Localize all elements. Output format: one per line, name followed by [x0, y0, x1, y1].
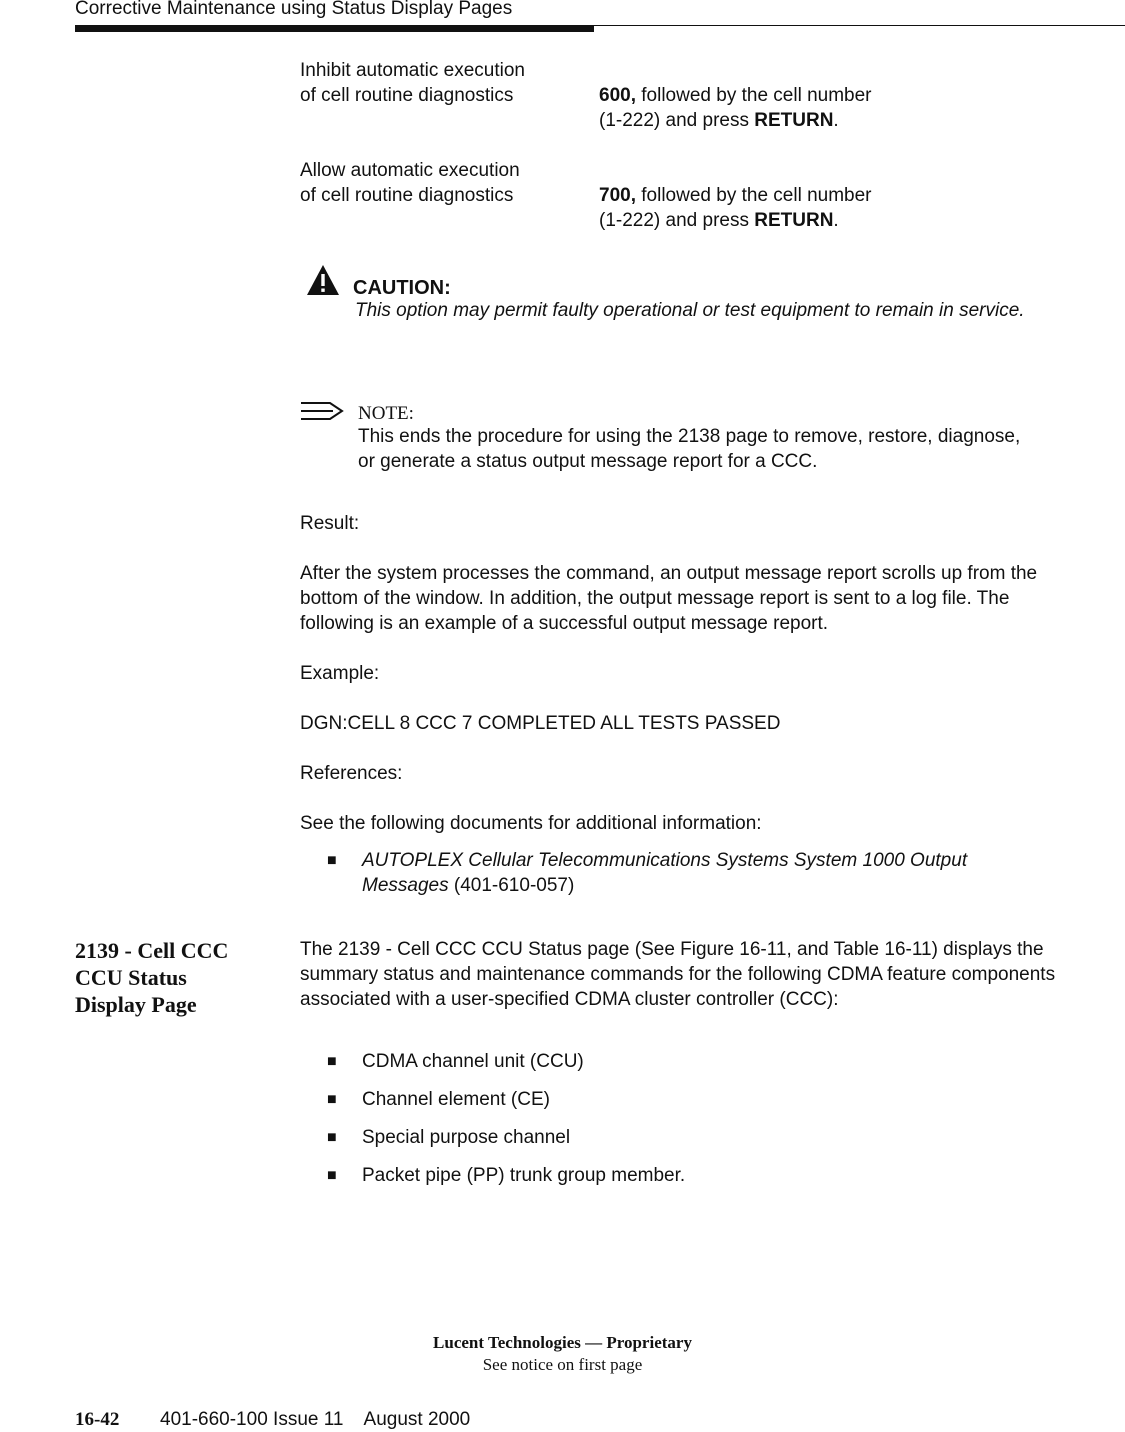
note-title: NOTE:: [358, 403, 414, 424]
command-600-instruction-line2: [599, 108, 1059, 133]
bullet-icon: ■: [327, 1167, 337, 1184]
command-600-line2: of cell routine diagnostics: [300, 85, 514, 106]
command-600-description: [300, 58, 590, 108]
references-intro: See the following documents for additional information:: [300, 813, 762, 834]
example-text: DGN:CELL 8 CCC 7 COMPLETED ALL TESTS PASSED: [300, 713, 781, 734]
section-heading: 2139 - Cell CCC CCU Status Display Page: [75, 938, 229, 1017]
command-700-text1: followed by the cell number: [635, 185, 872, 206]
command-600-instruction-line1: [599, 83, 1059, 108]
caution-text: This option may permit faulty operational or test equipment to remain in service.: [355, 300, 1025, 321]
command-600-key: RETURN: [754, 110, 834, 131]
document-info: 401-660-100 Issue 11 August 2000: [160, 1409, 471, 1430]
command-700-instruction-line2: [599, 208, 1059, 233]
command-600-code: 600,: [599, 85, 636, 106]
command-700-description: [300, 158, 590, 208]
example-label: Example:: [300, 663, 380, 684]
bullet-icon: ■: [327, 1129, 337, 1146]
caution-title: CAUTION:: [353, 277, 451, 299]
warning-triangle-icon: [306, 264, 340, 296]
running-header: Corrective Maintenance using Status Display Pages: [75, 0, 513, 19]
command-700-end: .: [833, 210, 839, 231]
bullet-icon: ■: [327, 1053, 337, 1070]
note-text: This ends the procedure for using the 2138 page to remove, restore, diagnose, or generate a status output message report for a CCC.: [358, 426, 1021, 472]
bullet-icon: ■: [327, 852, 337, 869]
result-text: After the system processes the command, an output message report scrolls up from the bottom of the window. In addition, the output message report is sent to a log file. The following is an example of a successful output message report.: [300, 563, 1038, 634]
reference-item-text: [362, 848, 1057, 898]
command-700-key: RETURN: [754, 210, 834, 231]
list-item-text: Packet pipe (PP) trunk group member.: [362, 1165, 686, 1186]
command-700-instruction: [599, 183, 1059, 233]
command-700-line2: of cell routine diagnostics: [300, 185, 514, 206]
command-600-instruction: [599, 83, 1059, 133]
header-rule-bar: [75, 25, 594, 32]
list-item-text: Special purpose channel: [362, 1127, 571, 1148]
result-label: Result:: [300, 513, 360, 534]
command-600-line1: Inhibit automatic execution: [300, 60, 525, 81]
note-arrow-icon: [300, 401, 344, 421]
bullet-icon: ■: [327, 1091, 337, 1108]
list-item-text: Channel element (CE): [362, 1089, 550, 1110]
section-intro: The 2139 - Cell CCC CCU Status page (See Figure 16-11, and Table 16-11) displays the summary status and maintenance commands for the following CDMA feature components associated with a user-specified CDMA cluster controller (CCC):: [300, 939, 1056, 1010]
command-600-text1: followed by the cell number: [635, 85, 872, 106]
command-700-line1: Allow automatic execution: [300, 160, 520, 181]
command-700-text2: (1-222) and press: [599, 210, 755, 231]
reference-title: AUTOPLEX Cellular Telecommunications Systems System 1000 Output Messages: [362, 850, 968, 896]
command-600-end: .: [833, 110, 839, 131]
references-label: References:: [300, 763, 403, 784]
command-700-code: 700,: [599, 185, 636, 206]
footer-notice: See notice on first page: [482, 1355, 643, 1374]
footer-company: Lucent Technologies — Proprietary: [433, 1333, 692, 1352]
command-700-instruction-line1: [599, 183, 1059, 208]
command-600-text2: (1-222) and press: [599, 110, 755, 131]
page-number: 16-42: [75, 1409, 120, 1430]
list-item-text: CDMA channel unit (CCU): [362, 1051, 584, 1072]
reference-number: (401-610-057): [448, 875, 575, 896]
